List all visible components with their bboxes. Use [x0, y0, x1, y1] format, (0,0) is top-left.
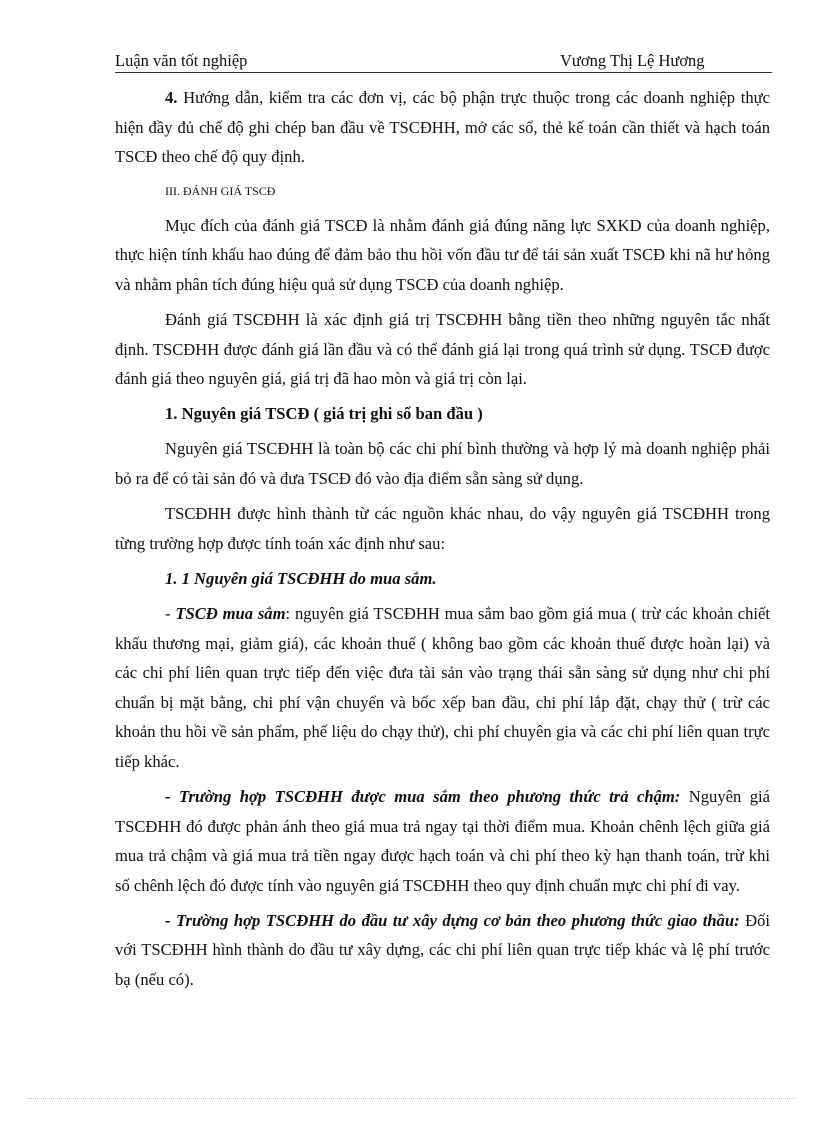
section-title: III. ĐÁNH GIÁ TSCĐ [165, 184, 276, 199]
paragraph-4 [115, 83, 770, 172]
header-thesis-title: Luận văn tốt nghiệp [115, 51, 248, 70]
dash: - [165, 603, 176, 623]
page-header [115, 50, 772, 73]
paragraph-evaluation: Đánh giá TSCĐHH là xác định giá trị TSCĐHH bằng tiền theo những nguyên tắc nhất định. TSCĐHH được đánh giá lần đầu và có thể đánh giá lại trong quá trình sử dụng. TSCĐ được đánh giá theo nguyên giá, giá trị đã hao mòn và giá trị còn lại. [115, 310, 770, 389]
heading-purchase: 1. 1 Nguyên giá TSCĐHH do mua sắm. [165, 568, 437, 588]
paragraph-definition: Nguyên giá TSCĐHH là toàn bộ các chi phí bình thường và hợp lý mà doanh nghiệp phải bỏ ra để có tài sản đó và đưa TSCĐ đó vào địa điểm sẵn sàng sử dụng. [115, 439, 770, 489]
header-author-name: Vương Thị Lệ Hương [560, 51, 705, 70]
paragraph-text: Hướng dẫn, kiểm tra các đơn vị, các bộ phận trực thuộc trong các doanh nghiệp thực hiện đầy đủ chế độ ghi chép ban đầu về TSCĐHH, mở các sổ, thẻ kế toán cần thiết và hạch toán TSCĐ theo chế độ quy định. [115, 88, 770, 167]
paragraph-text: Đối với TSCĐHH hình thành do đầu tư xây dựng, các chi phí liên quan trực tiếp khác và lệ phí trước bạ (nếu có). [115, 910, 770, 990]
paragraph-deferred-payment [115, 782, 770, 900]
heading-original-cost: 1. Nguyên giá TSCĐ ( giá trị ghi sổ ban đầu ) [165, 404, 483, 424]
paragraph-construction [115, 906, 770, 995]
term-construction: - Trường hợp TSCĐHH do đầu tư xây dựng cơ bản theo phương thức giao thầu: [165, 910, 740, 930]
item-number: 4. [165, 88, 178, 107]
term-purchased-asset: TSCĐ mua sắm [175, 603, 286, 623]
document-body [115, 83, 770, 1000]
paragraph-text: : nguyên giá TSCĐHH mua sắm bao gồm giá mua ( trừ các khoản chiết khấu thương mại, giảm giá), các khoản thuế ( không bao gồm các khoản thuế được hoàn lại) và các chi phí liên quan trực tiếp đến việc đưa tài sản vào trạng thái sẵn sàng sử dụng như chi phí chuẩn bị mặt bằng, chi phí vận chuyển và bốc xếp ban đầu, chi phí lắp đặt, chạy thử ( trừ các khoản thu hồi về sản phẩm, phế liệu do chạy thử), chi phí chuyên gia và các chi phí liên quan trực tiếp khác. [115, 603, 770, 771]
paragraph-text: Nguyên giá TSCĐHH đó được phản ánh theo giá mua trả ngay tại thời điểm mua. Khoản chênh lệch giữa giá mua trả chậm và giá mua trả tiền ngay được hạch toán và chi phí theo kỳ hạn thanh toán, trừ khi số chênh lệch đó được tính vào nguyên giá TSCĐHH theo quy định chuẩn mực chi phí đi vay. [115, 786, 770, 895]
paragraph-purpose: Mục đích của đánh giá TSCĐ là nhằm đánh giá đúng năng lực SXKD của doanh nghiệp, thực hiện tính khấu hao đúng để đảm bảo thu hồi vốn đầu tư để tái sản xuất TSCĐ khi nã hư hỏng và nhằm phân tích đúng hiệu quả sử dụng TSCĐ của doanh nghiệp. [115, 215, 770, 294]
paragraph-sources: TSCĐHH được hình thành từ các nguồn khác nhau, do vậy nguyên giá TSCĐHH trong từng trường hợp được tính toán xác định như sau: [115, 504, 770, 553]
term-deferred-payment: - Trường hợp TSCĐHH được mua sắm theo phương thức trả chậm: [165, 786, 681, 806]
paragraph-purchase [115, 599, 770, 777]
footer-divider [28, 1098, 796, 1099]
